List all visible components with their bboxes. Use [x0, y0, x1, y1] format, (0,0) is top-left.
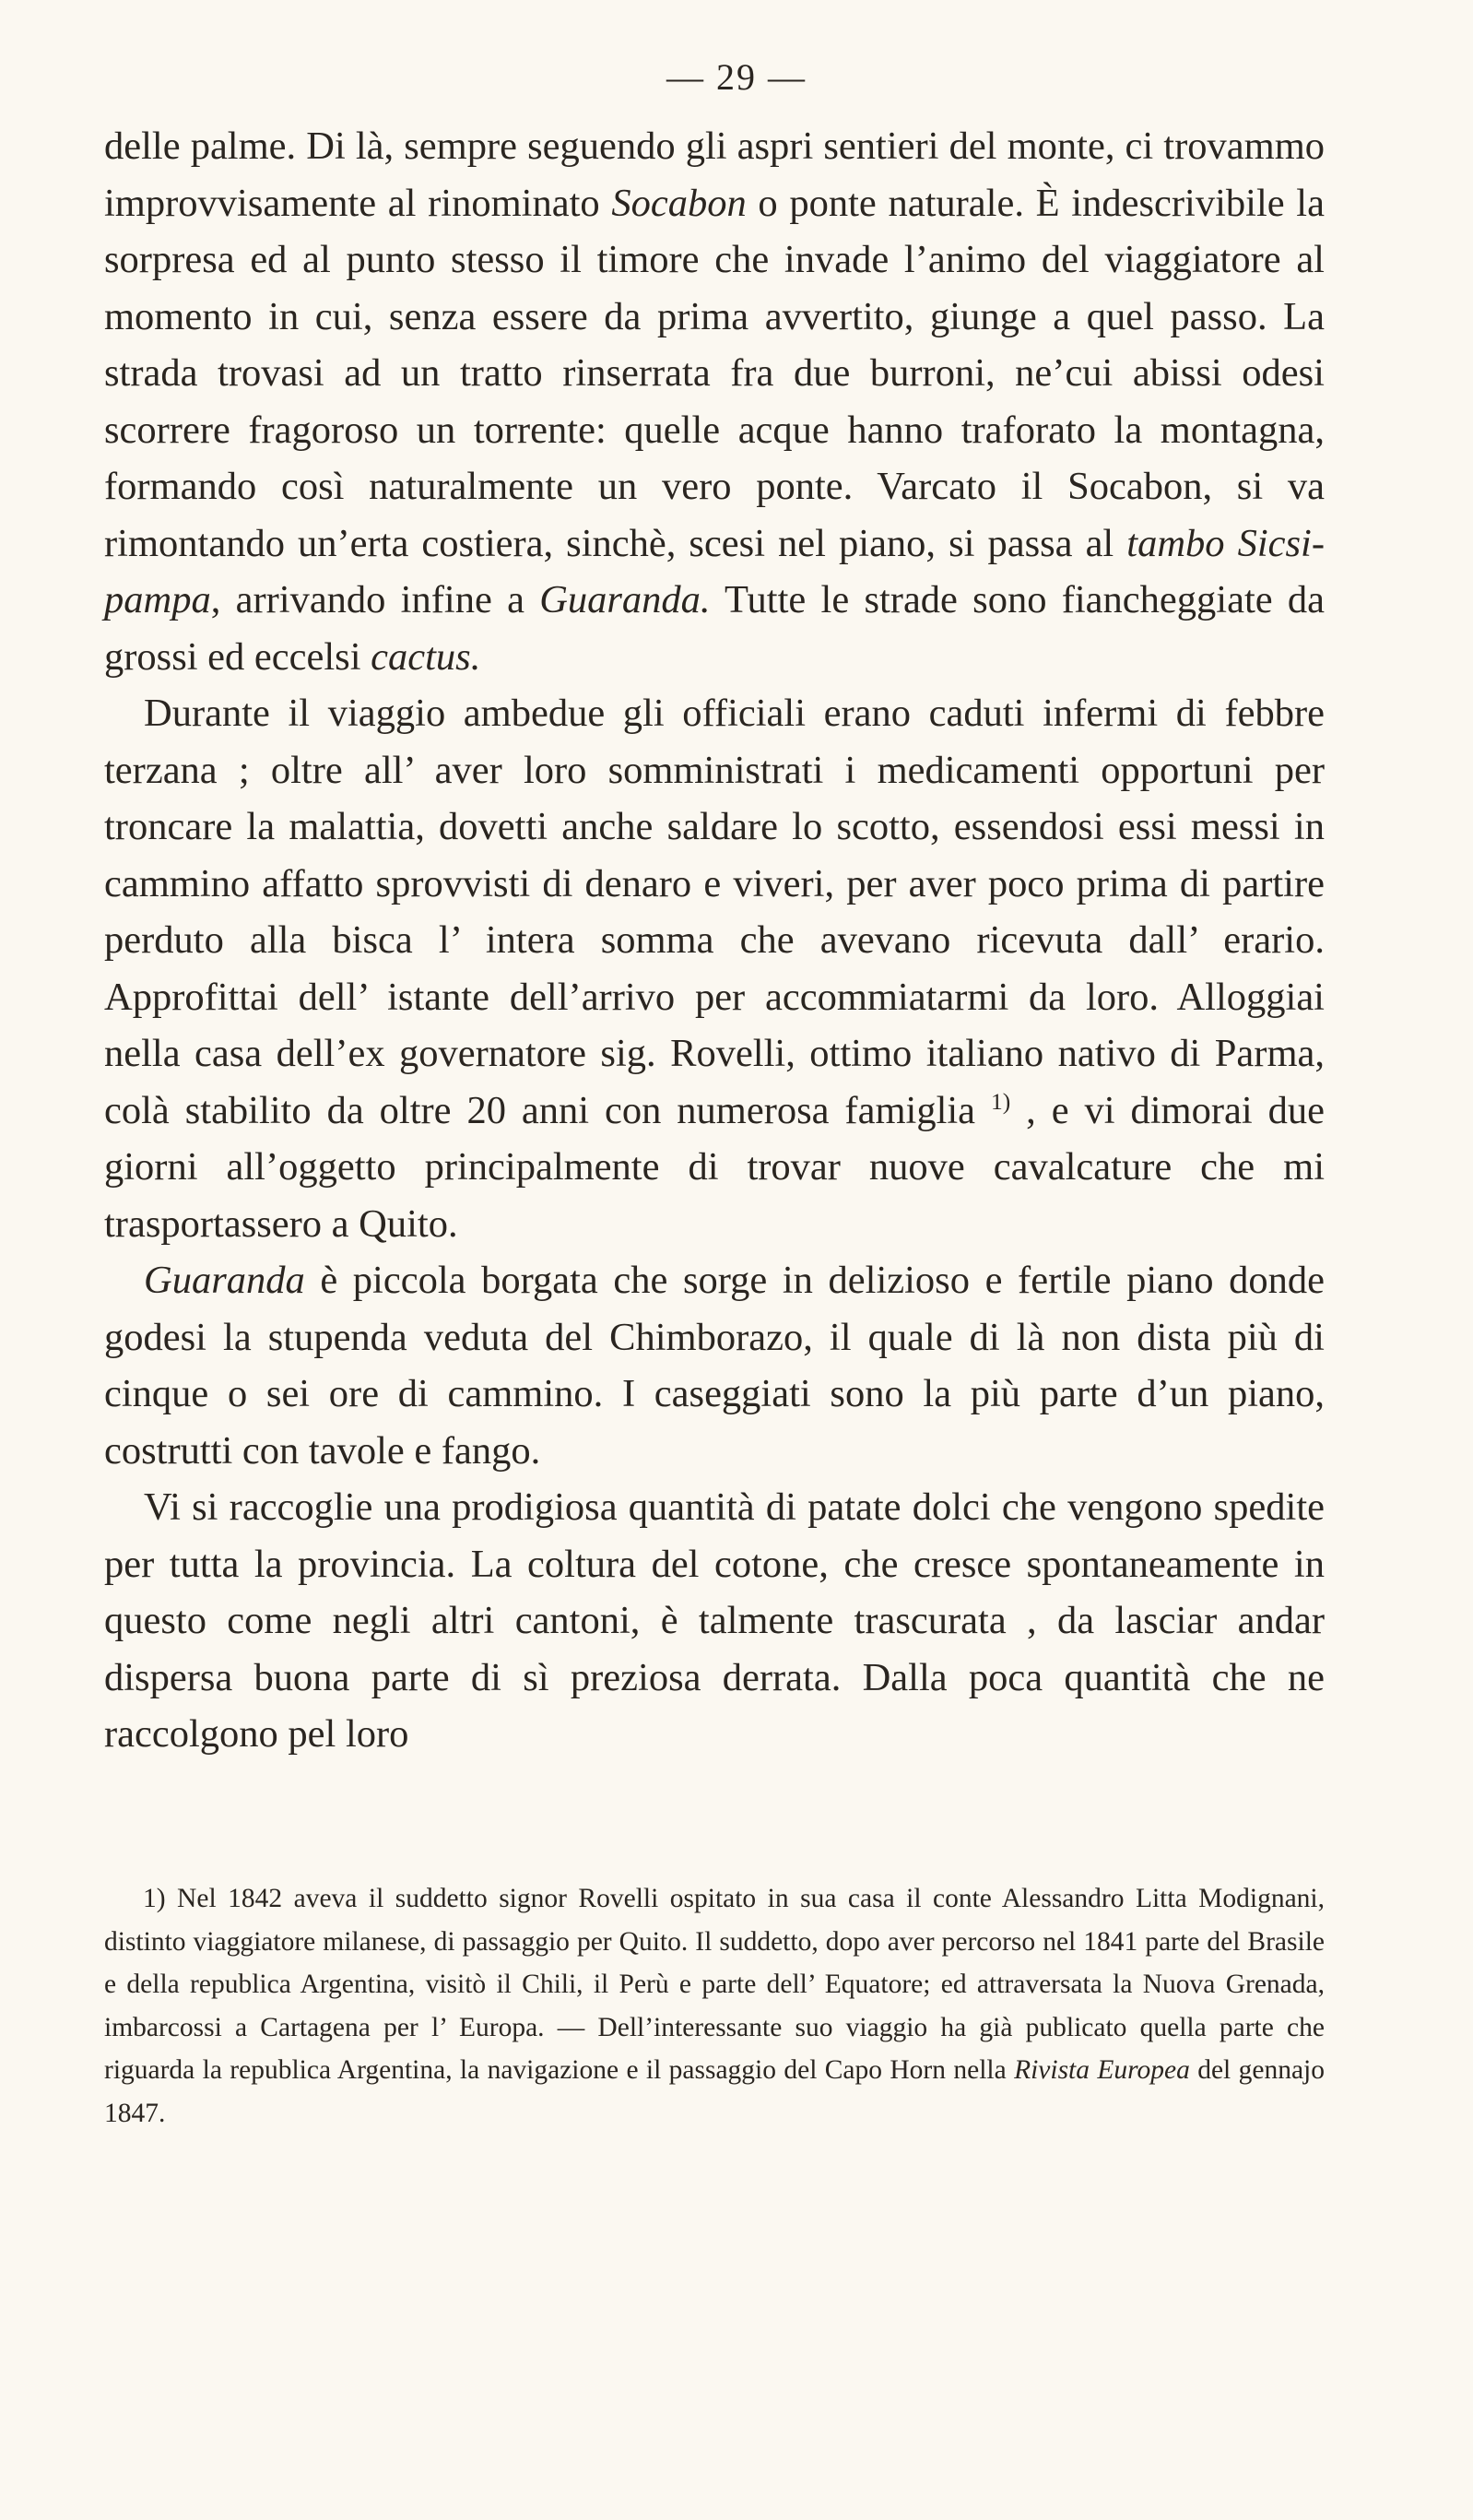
italic-term: cactus.	[371, 634, 481, 679]
text-run: , arrivando infine a	[210, 578, 540, 621]
footnotes	[104, 1877, 1325, 2135]
paragraph	[104, 118, 1325, 685]
italic-term: Guaranda	[144, 1259, 305, 1302]
text-run: del gennajo 1847.	[104, 2055, 1325, 2128]
italic-term: Guaranda.	[539, 578, 711, 621]
text-run: , e vi dimorai due giorni all’oggetto principalmente di trovar nuove cavalcature che mi trasportassero a Quito.	[104, 1088, 1325, 1246]
text-run: Tutte le strade sono fiancheggiate da grossi ed eccelsi	[104, 578, 1325, 679]
italic-term: tambo Sicsi-pampa	[104, 521, 1325, 621]
paragraph	[104, 1252, 1325, 1479]
main-text	[104, 118, 1325, 1763]
footnote	[104, 1877, 1325, 2135]
text-run: 1) Nel 1842 aveva il suddetto signor Rovelli ospitato in sua casa il conte Alessandro Litta Modignani, distinto viaggiatore milanese, di passaggio per Quito. Il suddetto, dopo aver percorso nel 1841 parte del Brasile e della republica Argentina, visitò il Chili, il Perù e parte dell’ Equatore; ed attraversata la Nuova Grenada, imbarcossi a Cartagena per l’ Europa. — Dell’interessante suo viaggio ha già publicato quella parte che riguarda la republica Argentina, la navigazione e il passaggio del Capo Horn nella	[104, 1884, 1325, 2085]
text-run: Durante il viaggio ambedue gli officiali erano caduti infermi di febbre terzana ; oltre all’ aver loro somministrati i medicamenti opportuni per troncare la malattia, dovetti anche saldare lo scotto, essendosi essi messi in cammino affatto sprovvisti di denaro e viveri, per aver poco prima di partire perduto alla bisca l’ intera somma che avevano ricevuta dall’ erario. Approfittai dell’ istante dell’arrivo per accommiatarmi da loro. Alloggiai nella casa dell’ex governatore sig. Rovelli, ottimo italiano nativo di Parma, colà stabilito da oltre 20 anni con numerosa famiglia	[104, 692, 1325, 1132]
italic-term: Rivista Europea	[1014, 2055, 1190, 2085]
text-run: Vi si raccoglie una prodigiosa quantità di patate dolci che vengono spedite per tutta la provincia. La coltura del cotone, che cresce spontaneamente in questo come negli altri cantoni, è talmente trascurata , da lasciar andar dispersa buona parte di sì preziosa derrata. Dalla poca quantità che ne raccolgono pel loro	[104, 1485, 1325, 1756]
paragraph	[104, 685, 1325, 1252]
text-run: è piccola borgata che sorge in delizioso e fertile piano donde godesi la stupenda veduta del Chimborazo, il quale di là non dista più di cinque o sei ore di cammino. I caseggiati sono la più parte d’un piano, costrutti con tavole e fango.	[104, 1259, 1325, 1473]
text-run: delle palme. Di là, sempre seguendo gli aspri sentieri del monte, ci trovammo improvvisamente al rinominato	[104, 124, 1325, 225]
footnote-marker[interactable]: 1)	[990, 1087, 1011, 1115]
page-number: — 29 —	[666, 56, 807, 98]
text-run: o ponte naturale. È indescrivibile la sorpresa ed al punto stesso il timore che invade l’animo del viaggiatore al momento in cui, senza essere da prima avvertito, giunge a quel passo. La strada trovasi ad un tratto rinserrata fra due burroni, ne’cui abissi odesi scorrere fragoroso un torrente: quelle acque hanno traforato la montagna, formando così naturalmente un vero ponte. Varcato il Socabon, si va rimontando un’erta costiera, sinchè, scesi nel piano, si passa al	[104, 181, 1325, 565]
italic-term: Socabon	[611, 181, 747, 225]
paragraph	[104, 1479, 1325, 1763]
